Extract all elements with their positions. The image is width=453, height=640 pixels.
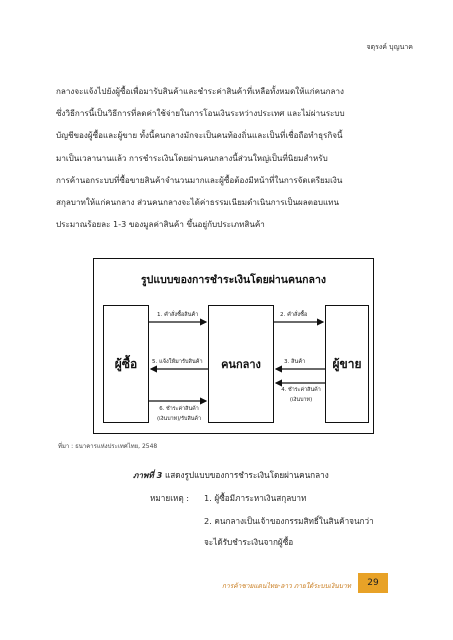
step4-label	[278, 385, 324, 405]
figure-source: ที่มา : ธนาคารแห่งประเทศไทย, 2548	[58, 443, 158, 450]
body-paragraph	[56, 80, 404, 235]
para-line: บัญชีของผู้ซื้อและผู้ขาย ทั้งนี้คนกลางมักจะเป็นคนท้องถิ่นและเป็นที่เชื่อถือทำธุรกิจนี้	[56, 130, 343, 141]
middleman-box: คนกลาง	[208, 305, 274, 423]
payment-flow-diagram	[93, 258, 374, 434]
step2-label: 2. คำสั่งซื้อ	[280, 312, 308, 318]
para-line: มาเป็นเวลานานแล้ว การชำระเงินโดยผ่านคนกลางนี้ส่วนใหญ่เป็นที่นิยมสำหรับ	[56, 152, 328, 163]
step4-line2: (เงินบาท)	[289, 397, 313, 403]
step6-label	[154, 404, 204, 424]
caption-label: ภาพที่ 3	[133, 470, 163, 480]
note-1: 1. ผู้ซื้อมีภาระหาเงินสกุลบาท	[204, 493, 307, 503]
para-line: ประมาณร้อยละ 1-3 ของมูลค่าสินค้า ขึ้นอยู่กับประเภทสินค้า	[56, 219, 265, 230]
para-line: สกุลบาทให้แก่คนกลาง ส่วนคนกลางจะได้ค่าธรรมเนียมดำเนินการเป็นผลตอบแทน	[56, 197, 340, 208]
seller-box: ผู้ขาย	[325, 305, 369, 423]
step3-label: 3. สินค้า	[284, 359, 306, 365]
flow-arrows	[94, 259, 375, 435]
step4-line1: 4. ชำระค่าสินค้า	[281, 387, 321, 393]
para-line: ซึ่งวิธีการนี้เป็นวิธีการที่ลดค่าใช้จ่ายในการโอนเงินระหว่างประเทศ และไม่ผ่านระบบ	[56, 108, 345, 119]
step6-line1: 6. ชำระค่าสินค้า	[159, 406, 199, 412]
author-name: จตุรงค์ บุญนาค	[366, 43, 413, 51]
footer-book-title: การค้าชายแดนไทย-ลาว ภายใต้ระบบเงินบาท	[222, 582, 351, 590]
note-2-line1: 2. คนกลางเป็นเจ้าของกรรมสิทธิ์ในสินค้าจนกว่า	[204, 516, 374, 526]
step1-label: 1. คำสั่งซื้อสินค้า	[157, 312, 199, 318]
step6-line2: (เงินบาท)/รับสินค้า	[156, 416, 202, 422]
para-line: การค้านอกระบบที่ซื้อขายสินค้าจำนวนมากและผู้ซื้อต้องมีหน้าที่ในการจัดเตรียมเงิน	[56, 174, 343, 185]
step5-label: 5. แจ้งให้มารับสินค้า	[152, 359, 203, 365]
page-number: 29	[358, 573, 388, 593]
caption-text: แสดงรูปแบบของการชำระเงินโดยผ่านคนกลาง	[162, 470, 329, 480]
notes-label: หมายเหตุ :	[150, 493, 190, 503]
figure-caption	[133, 469, 329, 482]
note-2-line2: จะได้รับชำระเงินจากผู้ซื้อ	[204, 537, 294, 547]
para-line: กลางจะแจ้งไปยังผู้ซื้อเพื่อมารับสินค้าและชำระค่าสินค้าที่เหลือทั้งหมดให้แก่คนกลาง	[56, 86, 344, 96]
buyer-box: ผู้ซื้อ	[103, 305, 149, 423]
diagram-title: รูปแบบของการชำระเงินโดยผ่านคนกลาง	[141, 274, 326, 286]
